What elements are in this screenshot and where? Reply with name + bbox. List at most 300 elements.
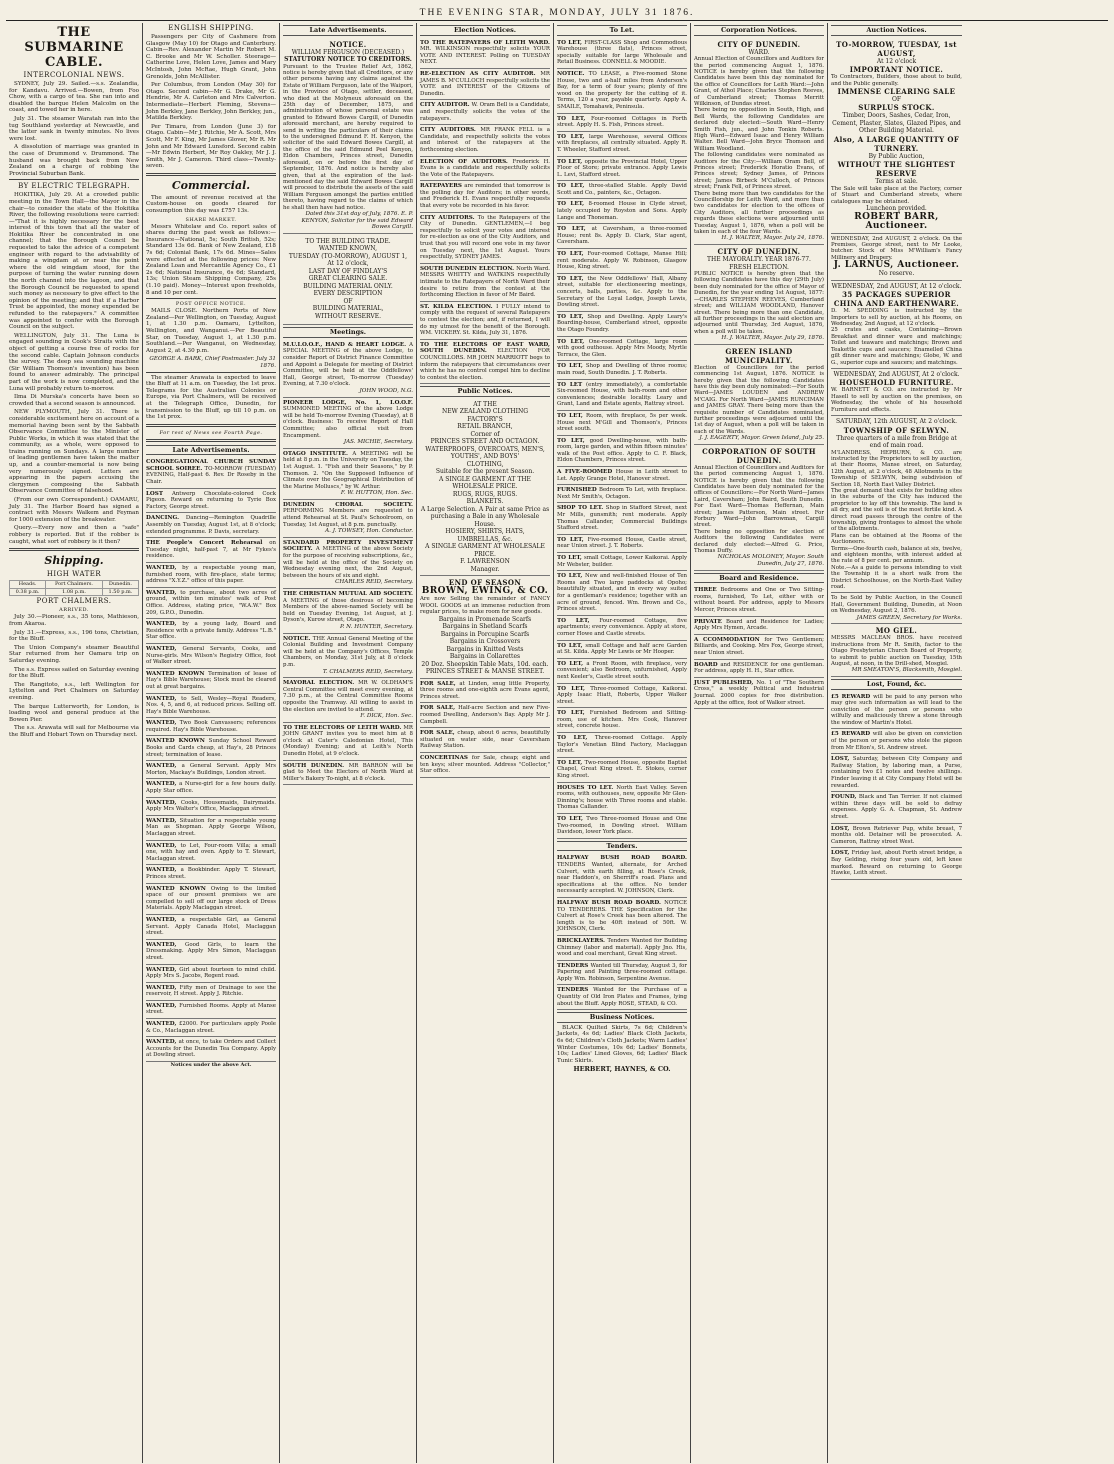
late-ad bbox=[146, 619, 276, 644]
tender-ad bbox=[557, 898, 687, 936]
masthead: THE EVENING STAR, MONDAY, JULY 31 1876. bbox=[6, 6, 1108, 21]
intercolonial-item: SYDNEY, July 29. Sailed.—s.s. Zealandia, for Kandavu. Arrived.—Bowen, from Foo Chow, with a cargo of tea. She ran into and disabled the barque Helen Malcolm on the coast, and towed her in here. bbox=[9, 81, 139, 114]
nz-clothing-line: BLANKETS. bbox=[466, 498, 504, 506]
wed2-line: WEDNESDAY, 2nd AUGUST, At 12 o'clock. bbox=[831, 282, 962, 290]
lost-found-ad bbox=[831, 848, 962, 879]
tender-ad bbox=[557, 853, 687, 898]
to-let-ad-text: One-roomed Cottage, large room with good outhouse. Apply Mrs Moody, Myrtle Terrace, the Glen. bbox=[557, 338, 687, 358]
share-market-title: SHARE MARKET. bbox=[185, 216, 237, 223]
building-trade-line: TUESDAY (TO-MORROW), AUGUST 1, bbox=[288, 252, 408, 260]
corporation-notices-title: Corporation Notices. bbox=[694, 25, 824, 36]
late-ad bbox=[146, 965, 276, 983]
bottom-note: Notices under the above Act. bbox=[170, 1062, 252, 1069]
to-let-ad bbox=[557, 535, 687, 553]
to-let-ad-heading: TO LET, bbox=[557, 338, 589, 345]
election-ad bbox=[420, 340, 550, 385]
late-ad-text: General Servants, Cooks, and Nurse-girls. Mrs Wilson's Registry Office, foot of Walker street. bbox=[146, 645, 276, 666]
board-ad-heading: A CCOMMODATION bbox=[694, 636, 765, 643]
late-ad bbox=[146, 865, 276, 883]
to-let-ad-text: FIRST-CLASS Shop and Commodious Warehouse (three flats), Princes street, specially suitable for large Wholesale and Retail Business. CONNELL & MOODIE. bbox=[557, 39, 687, 66]
meeting-ad bbox=[283, 538, 413, 589]
to-let-ad-heading: TO LET, bbox=[557, 536, 588, 543]
board-ad bbox=[694, 635, 824, 660]
to-let-ad bbox=[557, 814, 687, 839]
immense-line: IMMENSE CLEARING SALE bbox=[837, 86, 956, 96]
brown-ewing-line: Bargains in Collarettes bbox=[449, 653, 521, 661]
late-ad bbox=[146, 1037, 276, 1062]
building-trade-line: OF bbox=[343, 297, 353, 305]
tide-table bbox=[9, 580, 139, 596]
late-ad bbox=[146, 761, 276, 779]
late-ad-heading: WANTED KNOWN bbox=[146, 738, 209, 745]
lost-found-ad-heading: LOST, bbox=[831, 850, 852, 857]
to-let-ad bbox=[557, 249, 687, 274]
mayor-subheading: THE MAYORALTY. YEAR 1876-77. bbox=[707, 256, 811, 264]
green-signature: J. J. EAGERTY, Mayor. Green Island, July 25. bbox=[699, 435, 824, 442]
late-ad bbox=[146, 489, 276, 514]
to-let-ad-heading: TO LET bbox=[557, 381, 587, 388]
china-items: 25 crates and casks, Containing—Brown Breakfast and dinner ware and matchings; Toilet and teaware and matchings; Brown and Teakettle cups and saucers; Enamelled China gilt dinner ware and matchings; Globe, W. and G., superior cups and saucers; and matchings. bbox=[831, 327, 962, 366]
city-text-2: There being no opposition in South, High, and Bell Wards, the following Candidates are declared duly elected:—South Ward—Henry Smith Fish, jun., and John Tonkin Roberts. High Ward—Edward Isaac and Henry William Walter. Bell Ward—John Bryce Thomson and William Woodland. bbox=[694, 107, 824, 152]
tender-ad bbox=[557, 961, 687, 986]
terms-2-text: Terms—One-fourth cash, balance at six, twelve, and eighteen months, with interest added at the rate of 8 per cent. per annum. bbox=[831, 545, 962, 565]
business-notices-title: Business Notices. bbox=[557, 1012, 687, 1023]
telegraph-item: Query.—Every now and then a "safe" robbery is reported. But if the robber is caught, what sort of robbery is it then? bbox=[9, 525, 139, 545]
to-let-ad-text: a Front Room, with fireplace, very convenient; also Bedroom, unfurnished, Apply next Keeler's, Castle street south. bbox=[557, 660, 687, 680]
election-ad-text: ELECTION FOR COUNCILLORS. MR JOHN MARRIOTT begs to inform the ratepayers that circumstances over which he has no control compel him to decline to contest the election. bbox=[420, 348, 550, 381]
sat12-line: SATURDAY, 12th AUGUST, At 2 o'clock. bbox=[835, 418, 958, 426]
to-let-ad-text: at Caversham, a three-roomed House; rent 8s. Apply D. Clark, Star agent, Caversham. bbox=[557, 226, 687, 246]
meeting-ad-signature: JOHN WOOD, N.G. bbox=[359, 387, 413, 394]
mosgiel-ad bbox=[831, 624, 962, 677]
late-ad-text: a Bookbinder. Apply T. Stewart, Princes street. bbox=[146, 867, 276, 880]
building-trade-line: BUILDING MATERIAL, bbox=[312, 305, 384, 313]
nz-clothing-line: Suitable for the present Season. bbox=[435, 468, 535, 476]
board-ads bbox=[694, 585, 824, 709]
post-office-sig: GEORGE A. BARK, Chief Postmaster. July 31 1876. bbox=[149, 356, 276, 369]
nz-clothing-line: A Large Selection. A Pair at same Price as purchasing a Bale in any Wholesale House. bbox=[420, 505, 550, 528]
to-let-ad-text: (entry immediately), a comfortable Six-roomed House, with bath-room and other conveniences; desirable locality. Leary and Grant, Land and Estate agents, Rattray street. bbox=[557, 381, 687, 408]
late-ad bbox=[146, 841, 276, 866]
to-let-ad-heading: TO LET, bbox=[557, 555, 585, 561]
brown-ewing-line: Bargains in Knitted Vests bbox=[446, 645, 524, 653]
mayoralty-ad bbox=[694, 245, 824, 345]
arrived-title: ARRIVED. bbox=[59, 607, 89, 614]
lunch-line: Luncheon provided. bbox=[866, 205, 927, 213]
meeting-ad-text: A MEETING will be held at 8 p.m. in the University on Tuesday, the 1st August. 1. "Fish and their Seasons," by P. Thomson. 2. "On the Supposed Influence of Climate over the Geographical Distribution of the Marine Molluscs," by W. Arthur. bbox=[283, 450, 413, 490]
tender-ad-text: Tenders Wanted for Building Chimney (labor and material). Apply Jno. His, wood and coal merchant, Great King street. bbox=[557, 937, 687, 958]
notice-signature: Dated this 31st day of July, 1876. E. P. KENYON, Solicitor for the said Edward Bowes Cargill. bbox=[301, 210, 413, 231]
for-sale-ad-heading: CONCERTINAS bbox=[420, 754, 472, 761]
brown-ewing-line: Bargains in Porcupine Scarfs bbox=[440, 630, 530, 638]
election-ad-text: are reminded that tomorrow is the polling day for Auditors; in other words, and Frederick H. Evans respectfully requests that every vote be recorded in his favor. bbox=[420, 183, 550, 210]
late-ad bbox=[146, 588, 276, 619]
tide-label: Port Chalmers. bbox=[46, 581, 103, 589]
election-ad-text: I FULLY intend to comply with the request of several Ratepayers to contest the election; and, if returned, I will do my utmost for the benefit of the Borough. WM. VICKERY. St. Kilda, July 31, 1876. bbox=[420, 303, 550, 337]
tide-time: 0.38 p.m. bbox=[10, 588, 46, 596]
to-let-ad-heading: TO LET, bbox=[557, 313, 588, 320]
to-let-ad-text: opposite the Provincial Hotel, Upper Floor of Store; private entrance. Apply Lewis L. Levi, Stafford street. bbox=[557, 158, 688, 178]
election-ad-text: MR JAMES B. M'CULLOCH respectfully solicits the VOTE and INTEREST of the Citizens of Dunedin. bbox=[420, 70, 550, 97]
to-let-ad-heading: TO LET, bbox=[557, 275, 588, 282]
board-ad-heading: THREE bbox=[694, 587, 721, 594]
late-ad-text: Dancing—Remington Quadrille Assembly on Tuesday, August 1st, at 8 o'clock; extended programme. P. Davis, secretary. bbox=[146, 515, 276, 535]
meeting-ad-text: PERFORMING Members are requested to attend Rehearsal at St. Paul's Schoolroom, on Tuesday, 1st August, at 8 p.m. punctually. bbox=[283, 508, 413, 528]
meeting-ad-signature: JAS. MICHIE, Secretary. bbox=[343, 439, 413, 446]
terms-line: Terms at sale. bbox=[875, 178, 918, 186]
late-ad-text: Sunday School Reward Books and Cards cheap, at Hay's, 28 Princes street; termination of lease. bbox=[146, 738, 277, 758]
lost-found-ad-text: Friday last, about Forth street bridge, a Bay Gelding, rising four years old, left knee marked. Reward on returning to George Hawke, Leith street. bbox=[831, 850, 962, 877]
shipping-item: The s.s. Arawata will sail for Melbourne via the Bluff and Hobart Town on Thursday next. bbox=[9, 725, 139, 738]
late-ad-heading: WANTED, bbox=[146, 842, 181, 849]
for-sale-ads bbox=[420, 679, 550, 778]
nz-clothing-line: FACTORY'S bbox=[467, 415, 503, 423]
meeting-ad-text: A MEETING of those desirous of becoming Members of the above-named Society will be held on Tuesday Evening, 1st August, at J. Dyson's, Kurow street, Otago. bbox=[283, 597, 413, 624]
election-ad-heading: ST. KILDA ELECTION. bbox=[420, 303, 497, 310]
tide-time: 1.50 p.m. bbox=[102, 588, 138, 596]
nz-clothing-line: RUGS, RUGS, RUGS. bbox=[452, 490, 518, 498]
nz-clothing-line: NEW ZEALAND CLOTHING bbox=[441, 408, 528, 416]
to-let-ad bbox=[557, 380, 687, 411]
meeting-ad bbox=[283, 449, 413, 500]
nz-clothing-line: AT THE bbox=[473, 400, 497, 408]
of-line: OF bbox=[891, 95, 902, 103]
for-sale-ad-heading: FOR SALE, bbox=[420, 705, 459, 712]
late-ad-heading: WANTED, bbox=[146, 984, 180, 991]
to-let-ad-heading: TO LET, bbox=[557, 660, 587, 667]
selwyn-sub: Three quarters of a mile from Bridge at end of main road. bbox=[836, 434, 957, 450]
lost-found-ad-heading: FOUND, bbox=[831, 794, 859, 801]
late-ad-text: a respectable Girl, as General Servant. Apply Canada Hotel, Maclaggan street. bbox=[146, 916, 276, 937]
late-ad-text: on Tuesday night, half-past 7, at Mr Fykes's residence. bbox=[146, 540, 276, 560]
meeting-ad bbox=[283, 589, 413, 634]
to-let-ad bbox=[557, 485, 687, 503]
late-ad bbox=[146, 538, 276, 563]
lost-found-ad bbox=[831, 729, 962, 754]
to-let-ad-text: Two-roomed House, opposite Baptist Chapel, Great King street. E. Stokes, corner King street. bbox=[557, 759, 687, 780]
to-let-ad bbox=[557, 616, 687, 641]
board-ad-heading: PRIVATE bbox=[694, 618, 727, 625]
city-text-1: Annual Election of Councillors and Auditors for the period commencing August 1, 1876. NOTICE is hereby given that the following Candidates have been this day nominated for the office of Councillors for Leith Ward:—John Grant, of Athol Place; Charles Stephen Reeves, of Cumberland street; Thomas Merritt Wilkinson, of Dundas street. bbox=[694, 56, 824, 107]
city-signature: H. J. WALTER, Mayor. July 24, 1876. bbox=[721, 235, 824, 242]
meeting-ad-text: MR W. OLDHAM'S Central Committee will meet every evening, at 7.30 p.m., at the Central Committee Rooms opposite the Tramway. All willing to assist in the election are invited to attend. bbox=[283, 680, 413, 713]
late-ad-text: at once, to take Orders and Collect Accounts for the Dunedin Tea Company. Apply at Dowling street. bbox=[146, 1039, 276, 1059]
sd-text-2: There being no opposition for election of Auditors the following Candidates were declared duly elected:—Alfred G. Price, Thomas Duffy. bbox=[694, 528, 824, 555]
to-let-ad-text: large Warehouse, several Offices with fireplaces, all centrally situated. Apply R. T. Wheeler, Stafford street. bbox=[557, 133, 687, 153]
meeting-ad-signature: CHARLES REID, Secretary. bbox=[335, 579, 413, 586]
tender-ad-heading: BRICKLAYERS. bbox=[557, 937, 608, 944]
election-ad bbox=[420, 157, 550, 182]
to-let-ad bbox=[557, 411, 687, 436]
shipping-item: The barque Lutterworth, for London, is loading wool and general produce at the Bowen Pier. bbox=[9, 703, 139, 723]
tender-ad-text: TENDERS Wanted, alternate, for Arched Culvert, with earth filling, at Rose's Creek, near Haddon's, on Sherriff's road. Plans and specifications at the office. No tender necessarily accepted. W. JOHNSON, Clerk. bbox=[557, 861, 687, 895]
to-let-ad-text: House in Leith street to Let. Apply Grange Hotel, Hanover street. bbox=[557, 469, 687, 482]
lost-found-ad-text: Black and Tan Terrier. If not claimed within three days will be sold to defray expenses. Apply G. A. Chapman, St. Andrew street. bbox=[831, 794, 962, 820]
meetings-list bbox=[283, 340, 413, 786]
building-trade-line: TO THE BUILDING TRADE. bbox=[305, 237, 391, 245]
meeting-ad bbox=[283, 340, 413, 398]
contractors-line: To Contractors, Builders, those about to build, and the Public generally. bbox=[831, 74, 962, 87]
notice-subheading: WILLIAM FERGUSON (DECEASED.) bbox=[291, 48, 405, 56]
to-let-ad-text: Shop and Dwelling of three rooms; main road, South Dunedin. J. T. Roberts. bbox=[557, 363, 687, 376]
for-sale-ad-text: at Linden, snug little Property, three rooms and one-eighth acre Evans agent, Princes street. bbox=[420, 680, 550, 700]
meeting-ad bbox=[283, 761, 413, 786]
for-sale-ad bbox=[420, 703, 550, 728]
late-ad bbox=[146, 915, 276, 940]
late-ad-text: Fifty men of Drainage to see the reservoir, H street. Apply J. Ritchie. bbox=[146, 984, 276, 998]
landreth-text: M'LANDRESS, HEPBURN, & CO. are instructed by the Proprietors to sell by auction, at their Rooms, Manse street, on Saturday, 12th August, at 2 o'clock, 48 Allotments in the Township of SELWYN, being subdivision of Section 18, North East Valley District. bbox=[831, 449, 962, 488]
late-ad-heading: WANTED, bbox=[146, 763, 182, 770]
building-trade-line: LAST DAY OF FINDLAY'S bbox=[308, 267, 388, 275]
brown-ewing-title: BROWN, EWING, & CO. bbox=[421, 586, 549, 597]
board-ad-heading: BOARD bbox=[694, 661, 721, 668]
meeting-ad-heading: TO THE ELECTORS OF LEITH WARD. bbox=[283, 724, 404, 731]
telegraph-item: Ilma Di Murska's concerts have been so crowded that a second season is announced. bbox=[9, 394, 139, 407]
city-text-3: The following candidates were nominated as Auditors for the City:—William Oram Bell, of Princes street; Frederick Horatio Evans, of Princes street; Sydney James, of Princes street; James Birbeck M'Culloch, of Princes street; Frank Fell, of Princes street. bbox=[694, 152, 824, 191]
meeting-ad-heading: M.U.I.O.O.F., HAND & HEART LODGE. bbox=[283, 341, 410, 348]
high-water-title: HIGH WATER bbox=[46, 570, 102, 579]
lost-found-ad bbox=[831, 792, 962, 823]
city-election-ad bbox=[694, 38, 824, 245]
brown-ewing-line: Bargains in Shetland Scarfs bbox=[442, 623, 528, 631]
election-ad-text: W. Oram Bell is a Candidate, and respectfully solicits the votes of the ratepayers. bbox=[420, 102, 550, 122]
building-trade-line: BUILDING MATERIAL ONLY. bbox=[303, 282, 393, 290]
notice-subheading-2: STATUTORY NOTICE TO CREDITORS. bbox=[284, 56, 412, 64]
brown-ewing-ad bbox=[420, 576, 550, 678]
late-ad-heading: CONGREGATIONAL CHURCH SUNDAY SCHOOL SOIREE. bbox=[146, 459, 276, 472]
meeting-ad-heading: STANDARD PROPERTY INVESTMENT SOCIETY. bbox=[283, 539, 413, 553]
green-text: Election of Councillors for the period commencing 1st August, 1876. NOTICE is hereby given that the following Candidates have this day been duly nominated:—For South Ward—JAMES LOUDEN and ANDREW M'CAIG. For North Ward—JAMES RUNCIMAN and JAMES GRAY. There being more than the requisite number of Candidates nominated, further proceedings were adjourned until the 1st day of August, when a poll will be taken in each of the Wards. bbox=[694, 364, 824, 435]
late-ad bbox=[146, 1019, 276, 1037]
to-let-ad-heading: A FIVE-ROOMED bbox=[557, 469, 616, 476]
tide-label: Dunedin. bbox=[102, 581, 138, 589]
lost-found-ad bbox=[831, 824, 962, 849]
late-ad-heading: WANTED KNOWN bbox=[146, 885, 211, 892]
shipping-item: The s.s. Express sailed on Saturday evening for the Bluff. bbox=[9, 666, 139, 680]
late-ads-list bbox=[146, 457, 276, 1062]
lost-found-ad-text: will be paid to any person who may give such information as will lead to the conviction of the person or persons who wilfully and maliciously threw a stone through the window of Martin's Hotel. bbox=[831, 693, 962, 726]
election-ad-heading: ELECTION OF AUDITORS. bbox=[420, 158, 513, 165]
to-let-ad-text: Furnished Bedroom and Sitting-room, use of kitchen. Mrs Cook, Hanover street, concrete house. bbox=[557, 710, 687, 730]
nz-clothing-ad bbox=[420, 399, 550, 577]
english-shipping-item: Per Timaru, from London (June 3) for Otago. Cabin—Mr J. Ritchie, Mr A. Scott, Mrs Scott, Mr F. King, Mr James Glover, Mr R. Mr John and Mr Edward Lunsford. Second cabin—Mr Edwin Herbert, Mr Roy Oakley, Mr J. J. Smith, Mr J. Cameron. Third class—Twenty-seven. bbox=[146, 123, 276, 170]
furniture-ad bbox=[831, 369, 962, 416]
lost-found-ad-text: Brown Retriever Pup, white breast, 7 months old. Detainer will be prosecuted. A. Cameron, Rattray street West. bbox=[831, 825, 963, 845]
meeting-ad-heading: OTAGO INSTITUTE. bbox=[283, 450, 353, 457]
late-ad bbox=[146, 563, 276, 588]
late-ad-text: TO-MORROW (TUESDAY) EVENING, Half-past 6. Rev. Dr Roseby in the Chair. bbox=[146, 465, 276, 486]
to-let-ad bbox=[557, 783, 687, 814]
late-ad-heading: WANTED, bbox=[146, 817, 180, 824]
late-ad-heading: WANTED, bbox=[146, 621, 183, 628]
to-let-ad bbox=[557, 157, 687, 182]
election-ad bbox=[420, 69, 550, 100]
board-ad-text: Bedrooms and One or Two Sitting-rooms, furnished, To Let, either with or without board. For address, apply to Messrs Mercer, Princes street. bbox=[694, 587, 824, 614]
barnett-text: W. BARNETT & CO. are instructed by Mr Hasell to sell by auction on the premises, on Wednesday, the whole of his household Furniture and effects. bbox=[831, 387, 962, 413]
late-ad-heading: WANTED, bbox=[146, 916, 182, 923]
for-sale-ad-heading: FOR SALE, bbox=[420, 730, 458, 737]
business-signature: HERBERT, HAYNES, & CO. bbox=[573, 1065, 671, 1074]
shipping-item: July 30.—Pioneer, s.s., 35 tons, Mathieson, from Akaroa. bbox=[9, 614, 139, 627]
to-let-ad-heading: TO LET, bbox=[557, 39, 585, 46]
mayor-fresh: FRESH ELECTION. bbox=[729, 263, 789, 271]
late-ad bbox=[146, 694, 276, 719]
meeting-ad-heading: NOTICE. bbox=[283, 635, 313, 642]
for-sale-ad-text: cheap, about 6 acres, beautifully situated on water side, near Caversham Railway Station. bbox=[420, 730, 550, 750]
late-ad-heading: WANTED, bbox=[146, 1039, 179, 1046]
tenders-title: Tenders. bbox=[557, 841, 687, 852]
tender-ad-text: NOTICE TO TENDERERS. THE Specification for the Culvert at Rose's Creek has been altered. The length is to be 40ft instead of 50ft. W. JOHNSON, Clerk. bbox=[557, 899, 687, 933]
commercial-items bbox=[146, 195, 276, 215]
brown-ewing-text: Are now Selling the remainder of FANCY WOOL GOODS at an immense reduction from regular prices, to make room for new goods. bbox=[420, 596, 550, 616]
to-let-ad-text: three-stalled Stable. Apply David Scott and Co., painters, &c., Octagon. bbox=[557, 183, 688, 196]
lost-found-ad-heading: £5 REWARD bbox=[831, 731, 873, 738]
english-shipping-items bbox=[146, 34, 276, 170]
late-ad-heading: WANTED, bbox=[146, 720, 180, 727]
plans-text: Plans can be obtained at the Rooms of the Auctioneers. bbox=[831, 532, 962, 546]
south-dunedin-ad bbox=[694, 445, 824, 571]
city-heading: CITY OF DUNEDIN. bbox=[717, 39, 801, 49]
surplus-line: SURPLUS STOCK. bbox=[858, 103, 935, 113]
late-ad-heading: WANTED, bbox=[146, 1021, 179, 1028]
tender-ad-heading: TENDERS bbox=[557, 987, 594, 994]
to-let-ad bbox=[557, 708, 687, 733]
selwyn-ad bbox=[831, 416, 962, 593]
board-ad-text: Board and Residence for Ladies; Apply Mrs Hymen, Arcade. bbox=[694, 618, 824, 632]
meeting-ad-heading: DUNEDIN CHORAL SOCIETY. bbox=[283, 501, 413, 508]
brown-ewing-line: PRINCES STREET & MANSE STREET. bbox=[425, 668, 545, 676]
column-5 bbox=[554, 23, 691, 1463]
meeting-ad-signature: T. CHALMERS REID, Secretary. bbox=[322, 668, 413, 675]
late-ad-text: Termination of lease of Hay's Bible Warehouse; Stock must be cleared out at great bargains. bbox=[146, 670, 277, 690]
telegraph-item: (From our own Correspondent.) OAMARU, July 31. The Harbor Board has signed a contract with Messrs Walkem and Feyman for 1000 extension of the breakwater. bbox=[9, 497, 139, 523]
election-ad-text: MR. WILKINSON respectfully solicits YOUR VOTE AND INTEREST. Polling on TUESDAY NEXT. bbox=[420, 46, 550, 66]
late-ad bbox=[146, 718, 276, 736]
no-reserve: No reserve. bbox=[878, 270, 915, 278]
nz-clothing-line: HOSIERY, SHIRTS, HATS, bbox=[445, 528, 525, 536]
wed2b-line: WEDNESDAY, 2nd AUGUST, At 2 o'clock. bbox=[833, 370, 960, 378]
james-green-sig: JAMES GREEN, Secretary for Works. bbox=[856, 614, 962, 621]
election-ad bbox=[420, 213, 550, 264]
nz-clothing-line: Corner of bbox=[470, 430, 500, 438]
tender-ad bbox=[557, 985, 687, 1010]
to-let-ad bbox=[557, 684, 687, 709]
spedding-text: D. M. SPEDDING is instructed by the Importers to sell by auction, at his Rooms, on Wednesday, 2nd August, at 12 o'clock. bbox=[831, 308, 962, 328]
late-ad-heading: WANTED, bbox=[146, 1002, 180, 1009]
to-let-ad-heading: TO LET, bbox=[557, 735, 595, 742]
late-ad-text: a General Servant. Apply Mrs Morton, Mackay's Buildings, London street. bbox=[146, 763, 276, 776]
brown-ewing-lines bbox=[420, 616, 550, 676]
nz-clothing-line: RETAIL BRANCH, bbox=[457, 423, 513, 431]
to-let-ad-text: New and well-finished House of Ten Rooms and Two large paddocks at Opoho; beautifully situated, and in every way suited for a gentleman's residence; together with an acre of ground, fenced. Wm. Brown and Co., Princes street. bbox=[557, 573, 687, 613]
nz-clothing-line: Manager. bbox=[470, 565, 500, 573]
building-trade-line: WANTED KNOWN, bbox=[318, 245, 378, 253]
shipping-item: The Union Company's steamer Beautiful Star returned from her Oamaru trip on Saturday evening. bbox=[9, 644, 139, 664]
late-ad-heading: WANTED, bbox=[146, 589, 181, 596]
election-ad-heading: SOUTH DUNEDIN ELECTION. bbox=[420, 265, 517, 272]
late-ad bbox=[146, 457, 276, 488]
shipping-items bbox=[9, 614, 139, 738]
late-ad-heading: WANTED, bbox=[146, 867, 181, 874]
english-shipping-item: Per Columbus, from London (May 30) for Otago. Second cabin—Mr G. Drake, Mr G. Hendrie, Mr A. Carleton and Mrs Calverton. Intermediate—Herbert Fleming, Stevens—John Berkley, Jane Berkley, John Berkley, jun., Matilda Berkley. bbox=[146, 82, 276, 122]
building-trade-line: WITHOUT RESERVE. bbox=[315, 312, 381, 320]
lost-found-ad-heading: £5 REWARD bbox=[831, 693, 874, 700]
tender-ad-text: Wanted till Thursday, August 3, for Papering and Painting three-roomed cottage. Apply Wm. Robinson, Serpentine Avenue. bbox=[557, 962, 687, 982]
commercial-title: Commercial. bbox=[171, 178, 251, 192]
nz-clothing-line: WATERPROOFS, OVERCOATS, MEN'S, YOUTHS', AND BOYS' bbox=[425, 445, 545, 461]
to-let-ad-text: Room, with fireplace, 5s per week. House next M'Gill and Thomson's, Princes street south. bbox=[557, 412, 688, 433]
late-ad-text: £2000. For particulars apply Poole & Co., Maclaggan street. bbox=[146, 1021, 276, 1034]
intercolonial-item: A dissolution of marriage was granted in the case of Drummond v. Drummond. The husband was brought back from New Zealand on a charge of robbing the Provincial Suburban Bank. bbox=[9, 144, 139, 177]
to-let-ad-heading: TO LET, bbox=[557, 573, 586, 580]
brown-ewing-line: Bargains in Promenade Scarfs bbox=[438, 615, 532, 623]
nz-clothing-line: F. LAWRENSON bbox=[460, 558, 510, 566]
by-public-line: By Public Auction, bbox=[868, 152, 925, 160]
column-3 bbox=[280, 23, 417, 1463]
late-ad-text: Antwerp Chocolate-colored Cock Pigeon. Reward on returning to Tyrie Box Factory, George street. bbox=[146, 490, 276, 510]
election-ad bbox=[420, 100, 550, 125]
to-let-ad-text: Four-roomed Cottages in Forth street. Apply H. S. Fish, Princes street. bbox=[557, 115, 687, 129]
shipping-title: Shipping. bbox=[44, 554, 104, 568]
to-let-ad-heading: TO LET, bbox=[557, 685, 591, 692]
selwyn-text: The great demand that exists for building sites in the suburbs of the City has induced the proprietor to lay off this township. The land is all dry, and the soil is of the most fertile kind. A direct road passes through the centre of the township, giving frontages to almost the whole of the allotments. bbox=[831, 487, 962, 533]
to-let-ad bbox=[557, 641, 687, 659]
to-let-title: To Let. bbox=[557, 25, 687, 36]
to-let-ad-heading: HOUSES TO LET. bbox=[557, 784, 617, 791]
election-ad-text: MR FRANK FELL is a Candidate, and respectfully solicits the votes and interest of the ratepayers at the forthcoming election. bbox=[420, 127, 550, 153]
city-text-4: There being more than two candidates for the Councillorship for Leith Ward, and more than two candidates for election to the offices of City Auditors, all further proceedings as regards these elections were adjourned until Tuesday, August 1, 1876, when a poll will be taken in each of the four Wards. bbox=[694, 190, 824, 236]
news-note: For rest of News see Fourth Page. bbox=[159, 429, 263, 436]
port-title: PORT CHALMERS. bbox=[36, 597, 112, 606]
brown-ewing-line: 20 Doz. Sheepskin Table Mats, 10d. each. bbox=[421, 660, 549, 668]
shipping-item: The Rangitoto, s.s., left Wellington for Lyttelton and Port Chalmers on Saturday evening. bbox=[9, 681, 139, 701]
to-let-ad bbox=[557, 361, 687, 379]
to-let-ad-text: small Cottage, Lower Kaikorai. Apply Mr Webster, builder. bbox=[557, 555, 688, 568]
meeting-ad-heading: SOUTH DUNEDIN. bbox=[283, 762, 349, 769]
clearing-sale-ad bbox=[831, 38, 962, 234]
barr-text: WEDNESDAY, 2nd AUGUST, 2 o'clock. On the Premises, George street, next to Mr Looke, butcher. Stock of Miss M'William's Fancy Millinery and Drapery. bbox=[831, 235, 962, 261]
lost-found-ad-heading: LOST, bbox=[831, 825, 853, 832]
building-trade-line: GREAT CLEARING SALE. bbox=[308, 275, 388, 283]
election-ad-heading: CITY AUDITORS. bbox=[420, 127, 481, 134]
board-ad bbox=[694, 678, 824, 709]
english-shipping-item: Passengers per City of Cashmere from Glasgow (May 10) for Otago and Canterbury. Cabin—Rev. Alexander Martin Mr Robert M. C. Brooke and Mr W. Scholler. Steerage—Catherine Love, Helen Love, James and Mary McIntosh, John McRae, Hugh Grant, John Grenolds, John McAllister. bbox=[146, 34, 276, 80]
shipping-item: July 31.—Express, s.s., 196 tons, Christian, for the Bluff. bbox=[9, 629, 139, 643]
to-let-ad-heading: TO LET, bbox=[557, 183, 589, 190]
late-ad bbox=[146, 736, 276, 761]
election-ads bbox=[420, 38, 550, 385]
election-ad bbox=[420, 264, 550, 302]
tender-ad-heading: TENDERS bbox=[557, 962, 591, 969]
to-let-ad-text: Four-roomed Cottage, five apartments; every convenience. Apply at store, corner Howe and Castle streets. bbox=[557, 617, 687, 637]
to-let-ad-heading: TO LET, bbox=[557, 251, 588, 258]
selwyn-heading: TOWNSHIP OF SELWYN. bbox=[843, 425, 950, 435]
tender-ad-text: Wanted for the Purchase of a Quantity of Old Iron Plates and Frames, lying about the Bluff. Apply ROSE, STEAD, & CO. bbox=[557, 987, 687, 1007]
board-ad-text: for Two Gentlemen; Billiards, and Cooking. Mrs Fox, George street, near Union street. bbox=[694, 636, 824, 656]
building-trade-line: At 12 o'clock, bbox=[327, 260, 369, 268]
without-reserve-line: WITHOUT THE SLIGHTEST RESERVE bbox=[837, 160, 956, 179]
to-let-ad-text: North East Valley. Seven rooms, with outhouses, new, opposite Mr Glen-Dinning's; house with Three rooms and stable. Thomas Callander. bbox=[557, 784, 687, 811]
sd-signature: NICHOLAS MOLONEY, Mayor. South Dunedin, July 27, 1876. bbox=[717, 554, 824, 568]
for-sale-ad-text: for Sale, cheap; eight and ten keys; silver mounted. Address "Collector," Star office. bbox=[420, 754, 550, 775]
telegraph-item: HOKITIKA, July 29. At a crowded public meeting in the Town Hall—the Mayor in the chair—to consider the state of the Hokitika River, the following resolutions were carried:—"That it is highly necessary for the best interest of this town that all the water of Hokitika River be concentrated in one channel; that the Borough Council be requested to take the advice of a competent engineer with regard to the advisability of making a wingdam at or near the point where the old wingdam stood, for the purpose of turning the water running down the north channel into the lagoon, and that the Borough Council be requested to spend such money as necessary to give effect to the opinion of the meeting; and that if a Harbor Trust be appointed, the money expended be refunded to the ratepayers." A committee was appointed to confer with the Borough Council on the subject. bbox=[9, 192, 139, 331]
china-ad bbox=[831, 281, 962, 369]
notice-text: Pursuant to the Trustee Relief Act, 1862, notice is hereby given that all Creditors, or any other persons having any claims against the Estate of William Ferguson, late of the Waipori, in the Province of Otago, settler, deceased, who died at the Molyneux aforesaid on the 25th day of December, 1875, and administration of whose personal estate was granted to Edward Bowes Cargill, of Dunedin aforesaid merchant, are hereby required to send in writing the particulars of their claims to the undersigned Edmund F. H. Kenyon, the solicitor of the said Edward Bowes Cargill, at the office of the said Edmund Peel Kenyon, Eldon Chambers, Princes street, Dunedin aforesaid, on or before the first day of September, 1876. And notice is hereby also given, that at the expiration of the last-mentioned day the said Edward Bowes Cargill will proceed to distribute the assets of the said William Ferguson amongst the parties entitled thereto, having regard to the claims of which he shall then have had notice. bbox=[283, 63, 413, 211]
maclean-sig: MR SMEATON'S, Blacksmith, Mosgiel. bbox=[851, 667, 962, 674]
sale-text: The Sale will take place at the Factory, corner of Stuart and Cumberland streets, where catalogues may be obtained. bbox=[831, 185, 962, 205]
public-works-ad bbox=[831, 593, 962, 624]
telegraph-item: NEW PLYMOUTH, July 31. There is considerable excitement here on account of a memorial having been sent by the Sabbath Observance Committee to the Minister of Public Works, in which it was stated that the community, as a whole, were opposed to trains running on Sundays. A large number of leading gentlemen have taken the matter up, and a counter-memorial is now being very numerously signed. Letters are appearing in the papers accusing the clergymen composing the Sabbath Observance Committee of falsehood. bbox=[9, 409, 139, 495]
